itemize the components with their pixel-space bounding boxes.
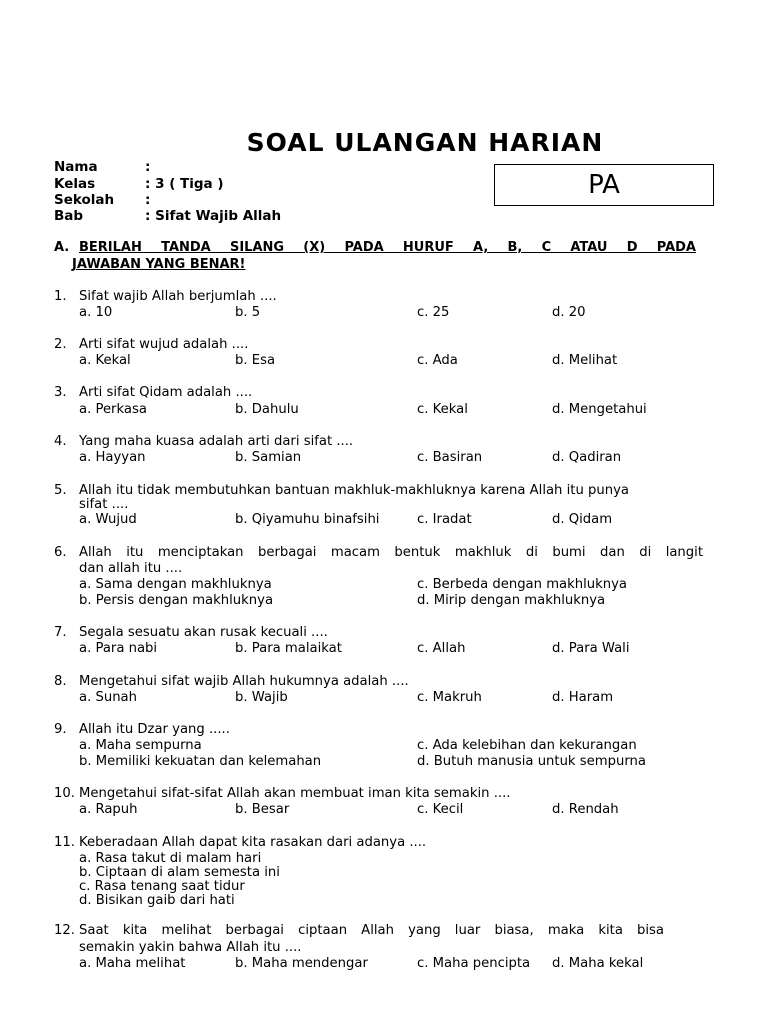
kelas-label: Kelas <box>54 176 96 192</box>
section-instruction-line2: JAWABAN YANG BENAR! <box>72 257 246 272</box>
question-text: Arti sifat Qidam adalah .... <box>79 385 253 400</box>
page-title: SOAL ULANGAN HARIAN <box>246 128 604 157</box>
option-a: a. Rasa takut di malam hari <box>79 851 262 866</box>
option-d: d. Maha kekal <box>552 956 644 971</box>
question-number: 11. <box>54 835 75 850</box>
option-b: b. Wajib <box>235 690 288 705</box>
option-a: a. Rapuh <box>79 802 138 817</box>
nama-value: : <box>145 159 151 175</box>
option-a: a. Wujud <box>79 512 137 527</box>
question-text-line1: Allah itu menciptakan berbagai macam bentuk makhluk di bumi dan di langit <box>79 545 703 560</box>
option-b: b. 5 <box>235 305 261 320</box>
option-c: c. Makruh <box>417 690 482 705</box>
question-text-line1: Allah itu tidak membutuhkan bantuan makhluk-makhluknya karena Allah itu punya <box>79 483 629 498</box>
option-a: a. Perkasa <box>79 402 147 417</box>
option-b: b. Besar <box>235 802 290 817</box>
option-d: d. Qidam <box>552 512 613 527</box>
question-text: Segala sesuatu akan rusak kecuali .... <box>79 625 328 640</box>
question-text-line2: semakin yakin bahwa Allah itu .... <box>79 940 302 955</box>
question-number: 6. <box>54 545 67 560</box>
option-c: c. Maha pencipta <box>417 956 531 971</box>
option-c: c. Kecil <box>417 802 464 817</box>
option-d: d. Butuh manusia untuk sempurna <box>417 754 646 769</box>
option-d: d. Bisikan gaib dari hati <box>79 893 235 908</box>
section-instruction-line1: BERILAH TANDA SILANG (X) PADA HURUF A, B, C ATAU D PADA <box>79 240 696 255</box>
option-d: d. Mengetahui <box>552 402 647 417</box>
option-b: b. Maha mendengar <box>235 956 368 971</box>
question-number: 3. <box>54 385 67 400</box>
question-number: 7. <box>54 625 67 640</box>
question-number: 1. <box>54 289 67 304</box>
option-c: c. Iradat <box>417 512 472 527</box>
option-c: c. 25 <box>417 305 450 320</box>
question-number: 4. <box>54 434 67 449</box>
question-number: 8. <box>54 674 67 689</box>
question-number: 2. <box>54 337 67 352</box>
question-number: 12. <box>54 923 75 938</box>
option-c: c. Berbeda dengan makhluknya <box>417 577 628 592</box>
option-a: a. 10 <box>79 305 113 320</box>
question-text: Mengetahui sifat-sifat Allah akan membuat iman kita semakin .... <box>79 786 511 801</box>
option-b: b. Para malaikat <box>235 641 342 656</box>
option-c: c. Rasa tenang saat tidur <box>79 879 245 894</box>
question-text: Arti sifat wujud adalah .... <box>79 337 249 352</box>
option-c: c. Ada <box>417 353 458 368</box>
option-b: b. Dahulu <box>235 402 299 417</box>
question-text: Allah itu Dzar yang ..... <box>79 722 230 737</box>
question-text: Mengetahui sifat wajib Allah hukumnya adalah .... <box>79 674 409 689</box>
question-text: Sifat wajib Allah berjumlah .... <box>79 289 277 304</box>
option-c: c. Kekal <box>417 402 468 417</box>
kelas-value: : 3 ( Tiga ) <box>145 176 224 192</box>
sekolah-value: : <box>145 192 151 208</box>
subject-box: PA <box>494 164 714 206</box>
section-letter: A. <box>54 240 70 255</box>
question-text: Keberadaan Allah dapat kita rasakan dari adanya .... <box>79 835 427 850</box>
option-d: d. Mirip dengan makhluknya <box>417 593 606 608</box>
question-number: 9. <box>54 722 67 737</box>
option-b: b. Memiliki kekuatan dan kelemahan <box>79 754 322 769</box>
option-d: d. Haram <box>552 690 614 705</box>
question-number: 10. <box>54 786 75 801</box>
option-c: c. Ada kelebihan dan kekurangan <box>417 738 637 753</box>
question-text-line2: sifat .... <box>79 497 129 512</box>
option-a: a. Sama dengan makhluknya <box>79 577 272 592</box>
question-text: Yang maha kuasa adalah arti dari sifat .... <box>79 434 354 449</box>
option-b: b. Esa <box>235 353 276 368</box>
question-text-line2: dan allah itu .... <box>79 561 183 576</box>
option-c: c. Basiran <box>417 450 483 465</box>
option-b: b. Ciptaan di alam semesta ini <box>79 865 280 880</box>
option-d: d. Para Wali <box>552 641 630 656</box>
option-d: d. Rendah <box>552 802 619 817</box>
bab-label: Bab <box>54 208 84 224</box>
sekolah-label: Sekolah <box>54 192 115 208</box>
option-a: a. Hayyan <box>79 450 146 465</box>
option-b: b. Persis dengan makhluknya <box>79 593 274 608</box>
nama-label: Nama <box>54 159 98 175</box>
option-d: d. 20 <box>552 305 586 320</box>
option-d: d. Melihat <box>552 353 618 368</box>
option-c: c. Allah <box>417 641 466 656</box>
option-a: a. Kekal <box>79 353 131 368</box>
option-b: b. Samian <box>235 450 302 465</box>
option-a: a. Para nabi <box>79 641 158 656</box>
option-a: a. Maha sempurna <box>79 738 202 753</box>
option-a: a. Sunah <box>79 690 137 705</box>
option-b: b. Qiyamuhu binafsihi <box>235 512 380 527</box>
question-number: 5. <box>54 483 67 498</box>
option-d: d. Qadiran <box>552 450 622 465</box>
question-text-line1: Saat kita melihat berbagai ciptaan Allah yang luar biasa, maka kita bisa <box>79 923 664 938</box>
option-a: a. Maha melihat <box>79 956 186 971</box>
bab-value: : Sifat Wajib Allah <box>145 208 282 224</box>
